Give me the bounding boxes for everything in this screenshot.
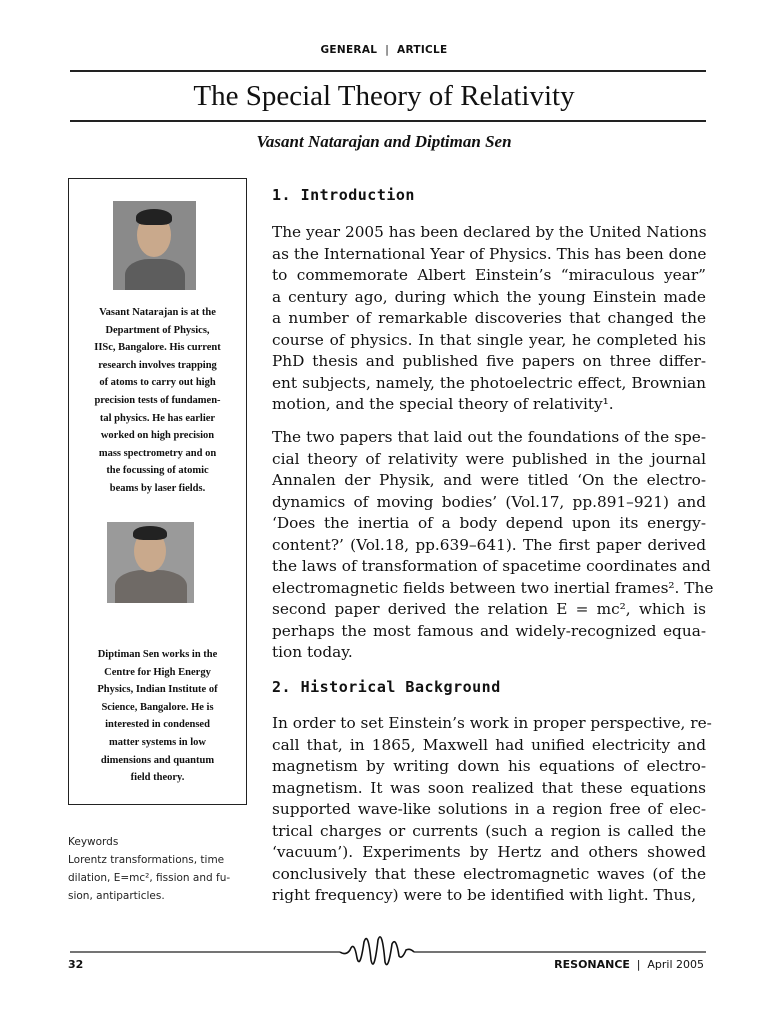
text-line: Lorentz transformations, time	[68, 854, 225, 866]
text-line: ent subjects, namely, the photoelectric effect, Brownian	[272, 373, 706, 392]
paragraph-1	[272, 222, 706, 416]
title-rule	[70, 120, 706, 122]
text-line: Department of Physics,	[105, 324, 210, 336]
bio-natarajan	[68, 304, 247, 498]
text-line: tion today.	[272, 643, 353, 661]
section-label: GENERAL	[320, 44, 378, 56]
text-line: trical charges or currents (such a region is called the	[272, 821, 706, 840]
text-line: dynamics of moving bodies’ (Vol.17, pp.891–921) and	[272, 492, 706, 511]
text-line: worked on high precision	[100, 430, 215, 442]
text-line: cial theory of relativity were published in the journal	[272, 449, 706, 468]
section-heading-historical-background: 2. Historical Background	[272, 678, 501, 696]
text-line: content?’ (Vol.18, pp.639–641). The first paper derived	[272, 535, 706, 554]
text-line: call that, in 1865, Maxwell had unified electricity and	[272, 735, 706, 754]
text-line: second paper derived the relation E = mc², which is	[272, 600, 706, 618]
text-line: perhaps the most famous and widely-recognized equa-	[272, 621, 706, 640]
paragraph-2	[272, 427, 714, 664]
text-line: Annalen der Physik, and were titled ‘On the electro-	[272, 471, 706, 489]
text-line: mass spectrometry and on	[98, 447, 217, 459]
text-line: dimensions and quantum	[100, 754, 215, 766]
article-title: The Special Theory of Relativity	[193, 80, 575, 112]
text-line: a number of remarkable discoveries that changed the	[272, 309, 706, 327]
text-line: Diptiman Sen works in the	[97, 649, 218, 660]
author-photo-natarajan	[113, 201, 196, 290]
text-line: ‘vacuum’). Experiments by Hertz and others showed	[272, 843, 706, 861]
text-line: sion, antiparticles.	[68, 890, 165, 902]
text-line: Physics, Indian Institute of	[97, 684, 218, 696]
text-line: conclusively that these electromagnetic waves (of the	[272, 864, 706, 883]
section-heading-introduction: 1. Introduction	[272, 186, 415, 204]
text-line: supported wave-like solutions in a region free of elec-	[272, 800, 706, 818]
text-line: ‘Does the inertia of a body depend upon its energy-	[272, 514, 706, 532]
text-line: dilation, E=mc², fission and fu-	[68, 872, 231, 884]
journal-name: RESONANCE	[554, 958, 630, 971]
keywords-title: Keywords	[68, 836, 119, 848]
text-line: course of physics. In that single year, he completed his	[272, 330, 706, 349]
header-rule	[70, 70, 706, 72]
running-header: GENERAL | ARTICLE	[320, 44, 448, 56]
text-line: interested in condensed	[105, 719, 210, 731]
text-line: of atoms to carry out high	[99, 377, 216, 389]
text-line: In order to set Einstein’s work in proper perspective, re-	[272, 714, 712, 732]
text-line: magnetism. It was soon realized that these equations	[272, 778, 706, 797]
text-line: PhD thesis and published five papers on three differ-	[272, 352, 706, 370]
text-line: Vasant Natarajan is at the	[99, 307, 216, 318]
text-line: The two papers that laid out the foundations of the spe-	[272, 428, 706, 446]
authors: Vasant Natarajan and Diptiman Sen	[256, 132, 512, 151]
text-line: field theory.	[130, 772, 185, 784]
text-line: the laws of transformation of spacetime coordinates and	[272, 557, 711, 575]
text-line: beams by laser fields.	[109, 482, 206, 494]
text-line: the focussing of atomic	[106, 465, 209, 477]
author-photo-sen	[107, 522, 194, 603]
type-label: ARTICLE	[397, 44, 448, 56]
text-line: as the International Year of Physics. This has been done	[272, 244, 707, 263]
text-line: to commemorate Albert Einstein’s “miraculous year”	[272, 266, 706, 284]
text-line: IISc, Bangalore. His current	[94, 342, 221, 354]
text-line: motion, and the special theory of relativity¹.	[272, 395, 614, 413]
bio-sen	[68, 646, 247, 787]
text-line: research involves trapping	[98, 359, 217, 371]
text-line: magnetism by writing down his equations of electro-	[272, 757, 706, 775]
text-line: electromagnetic fields between two inertial frames². The	[272, 578, 714, 597]
text-line: matter systems in low	[109, 736, 206, 748]
keywords	[68, 833, 230, 905]
text-line: The year 2005 has been declared by the United Nations	[272, 223, 707, 241]
issue-date: April 2005	[647, 958, 704, 971]
text-line: Centre for High Energy	[104, 666, 211, 678]
paragraph-3	[272, 713, 712, 907]
page-number: 32	[68, 958, 84, 971]
text-line: a century ago, during which the young Einstein made	[272, 287, 706, 306]
text-line: Science, Bangalore. He is	[101, 701, 214, 713]
text-line: right frequency) were to be identified with light. Thus,	[272, 886, 697, 904]
journal-footer: RESONANCE | April 2005	[554, 958, 704, 971]
text-line: tal physics. He has earlier	[99, 412, 216, 424]
text-line: precision tests of fundamen-	[94, 394, 221, 406]
